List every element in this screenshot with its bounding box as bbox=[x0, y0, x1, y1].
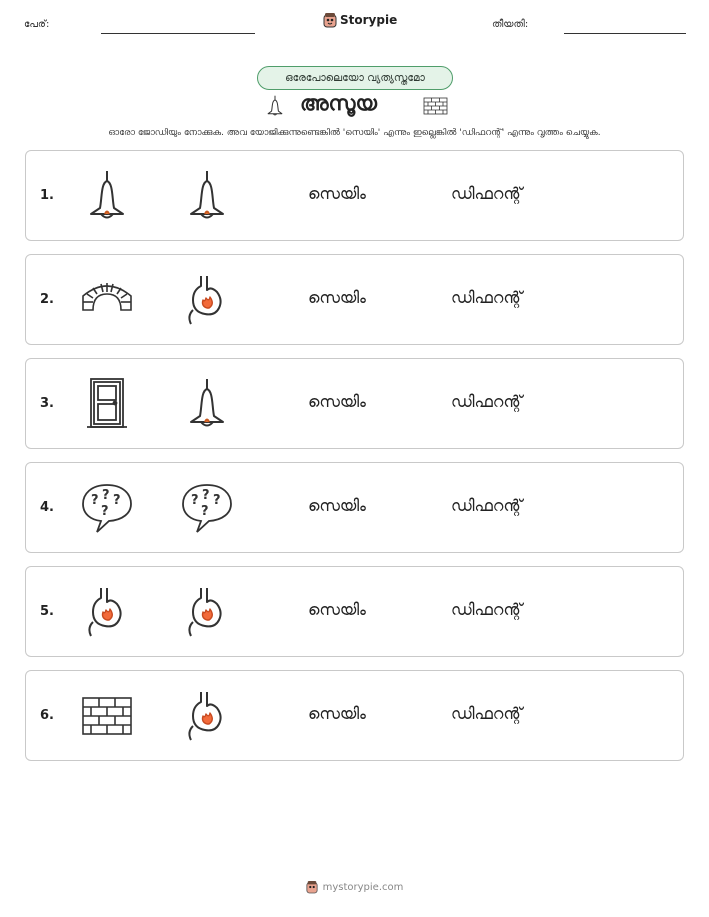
question-number: 3. bbox=[40, 396, 54, 411]
storypie-mascot-icon bbox=[306, 880, 318, 894]
same-option[interactable]: സെയിം bbox=[308, 704, 366, 723]
footer-url: mystorypie.com bbox=[322, 881, 404, 893]
same-option[interactable]: സെയിം bbox=[308, 184, 366, 203]
stomach-icon bbox=[179, 688, 235, 744]
bridge-icon bbox=[79, 272, 135, 328]
bell-icon bbox=[179, 376, 235, 432]
question-card bbox=[25, 462, 684, 553]
stomach-icon bbox=[179, 272, 235, 328]
question-card bbox=[25, 566, 684, 657]
same-option[interactable]: സെയിം bbox=[308, 600, 366, 619]
question-number: 1. bbox=[40, 188, 54, 203]
question-card bbox=[25, 358, 684, 449]
different-option[interactable]: ഡിഫറന്റ് bbox=[451, 288, 523, 307]
question-card bbox=[25, 254, 684, 345]
brand-logo bbox=[323, 12, 397, 28]
same-option[interactable]: സെയിം bbox=[308, 392, 366, 411]
worksheet-type-badge: ഒരേപോലെയോ വ്യത്യസ്തമോ bbox=[257, 66, 453, 90]
same-option[interactable]: സെയിം bbox=[308, 496, 366, 515]
brick-wall-icon bbox=[423, 97, 448, 115]
question-number: 2. bbox=[40, 292, 54, 307]
bell-icon bbox=[263, 92, 287, 120]
date-label: തീയതി: bbox=[492, 19, 529, 30]
brick-wall-icon bbox=[79, 688, 135, 744]
svg-text:?: ? bbox=[201, 504, 209, 519]
question-bubble-icon bbox=[179, 480, 235, 536]
question-number: 5. bbox=[40, 604, 54, 619]
question-number: 6. bbox=[40, 708, 54, 723]
question-number: 4. bbox=[40, 500, 54, 515]
stomach-icon bbox=[179, 584, 235, 640]
question-bubble-icon bbox=[79, 480, 135, 536]
name-label: പേര്: bbox=[24, 19, 50, 30]
name-field[interactable] bbox=[101, 33, 255, 34]
svg-text:?: ? bbox=[102, 488, 110, 503]
date-field[interactable] bbox=[564, 33, 686, 34]
svg-text:?: ? bbox=[113, 493, 121, 508]
question-card bbox=[25, 150, 684, 241]
svg-text:?: ? bbox=[191, 493, 199, 508]
svg-text:?: ? bbox=[202, 488, 210, 503]
same-option[interactable]: സെയിം bbox=[308, 288, 366, 307]
bell-icon bbox=[79, 168, 135, 224]
different-option[interactable]: ഡിഫറന്റ് bbox=[451, 392, 523, 411]
instructions: ഓരോ ജോഡിയും നോക്കുക. അവ യോജിക്കുന്നുണ്ടെങ്കിൽ 'സെയിം' എന്നും ഇല്ലെങ്കിൽ 'ഡിഫറന്റ്' എന്നും വൃത്തം ചെയ്യുക. bbox=[108, 128, 601, 138]
different-option[interactable]: ഡിഫറന്റ് bbox=[451, 496, 523, 515]
svg-text:?: ? bbox=[91, 493, 99, 508]
stomach-icon bbox=[79, 584, 135, 640]
different-option[interactable]: ഡിഫറന്റ് bbox=[451, 600, 523, 619]
worksheet-title: അസൂയ bbox=[300, 91, 377, 115]
svg-text:?: ? bbox=[213, 493, 221, 508]
different-option[interactable]: ഡിഫറന്റ് bbox=[451, 704, 523, 723]
brand-name: Storypie bbox=[340, 13, 398, 27]
different-option[interactable]: ഡിഫറന്റ് bbox=[451, 184, 523, 203]
bell-icon bbox=[179, 168, 235, 224]
question-card bbox=[25, 670, 684, 761]
footer bbox=[0, 880, 709, 894]
svg-text:?: ? bbox=[101, 504, 109, 519]
door-icon bbox=[79, 376, 135, 432]
storypie-mascot-icon bbox=[323, 12, 337, 28]
